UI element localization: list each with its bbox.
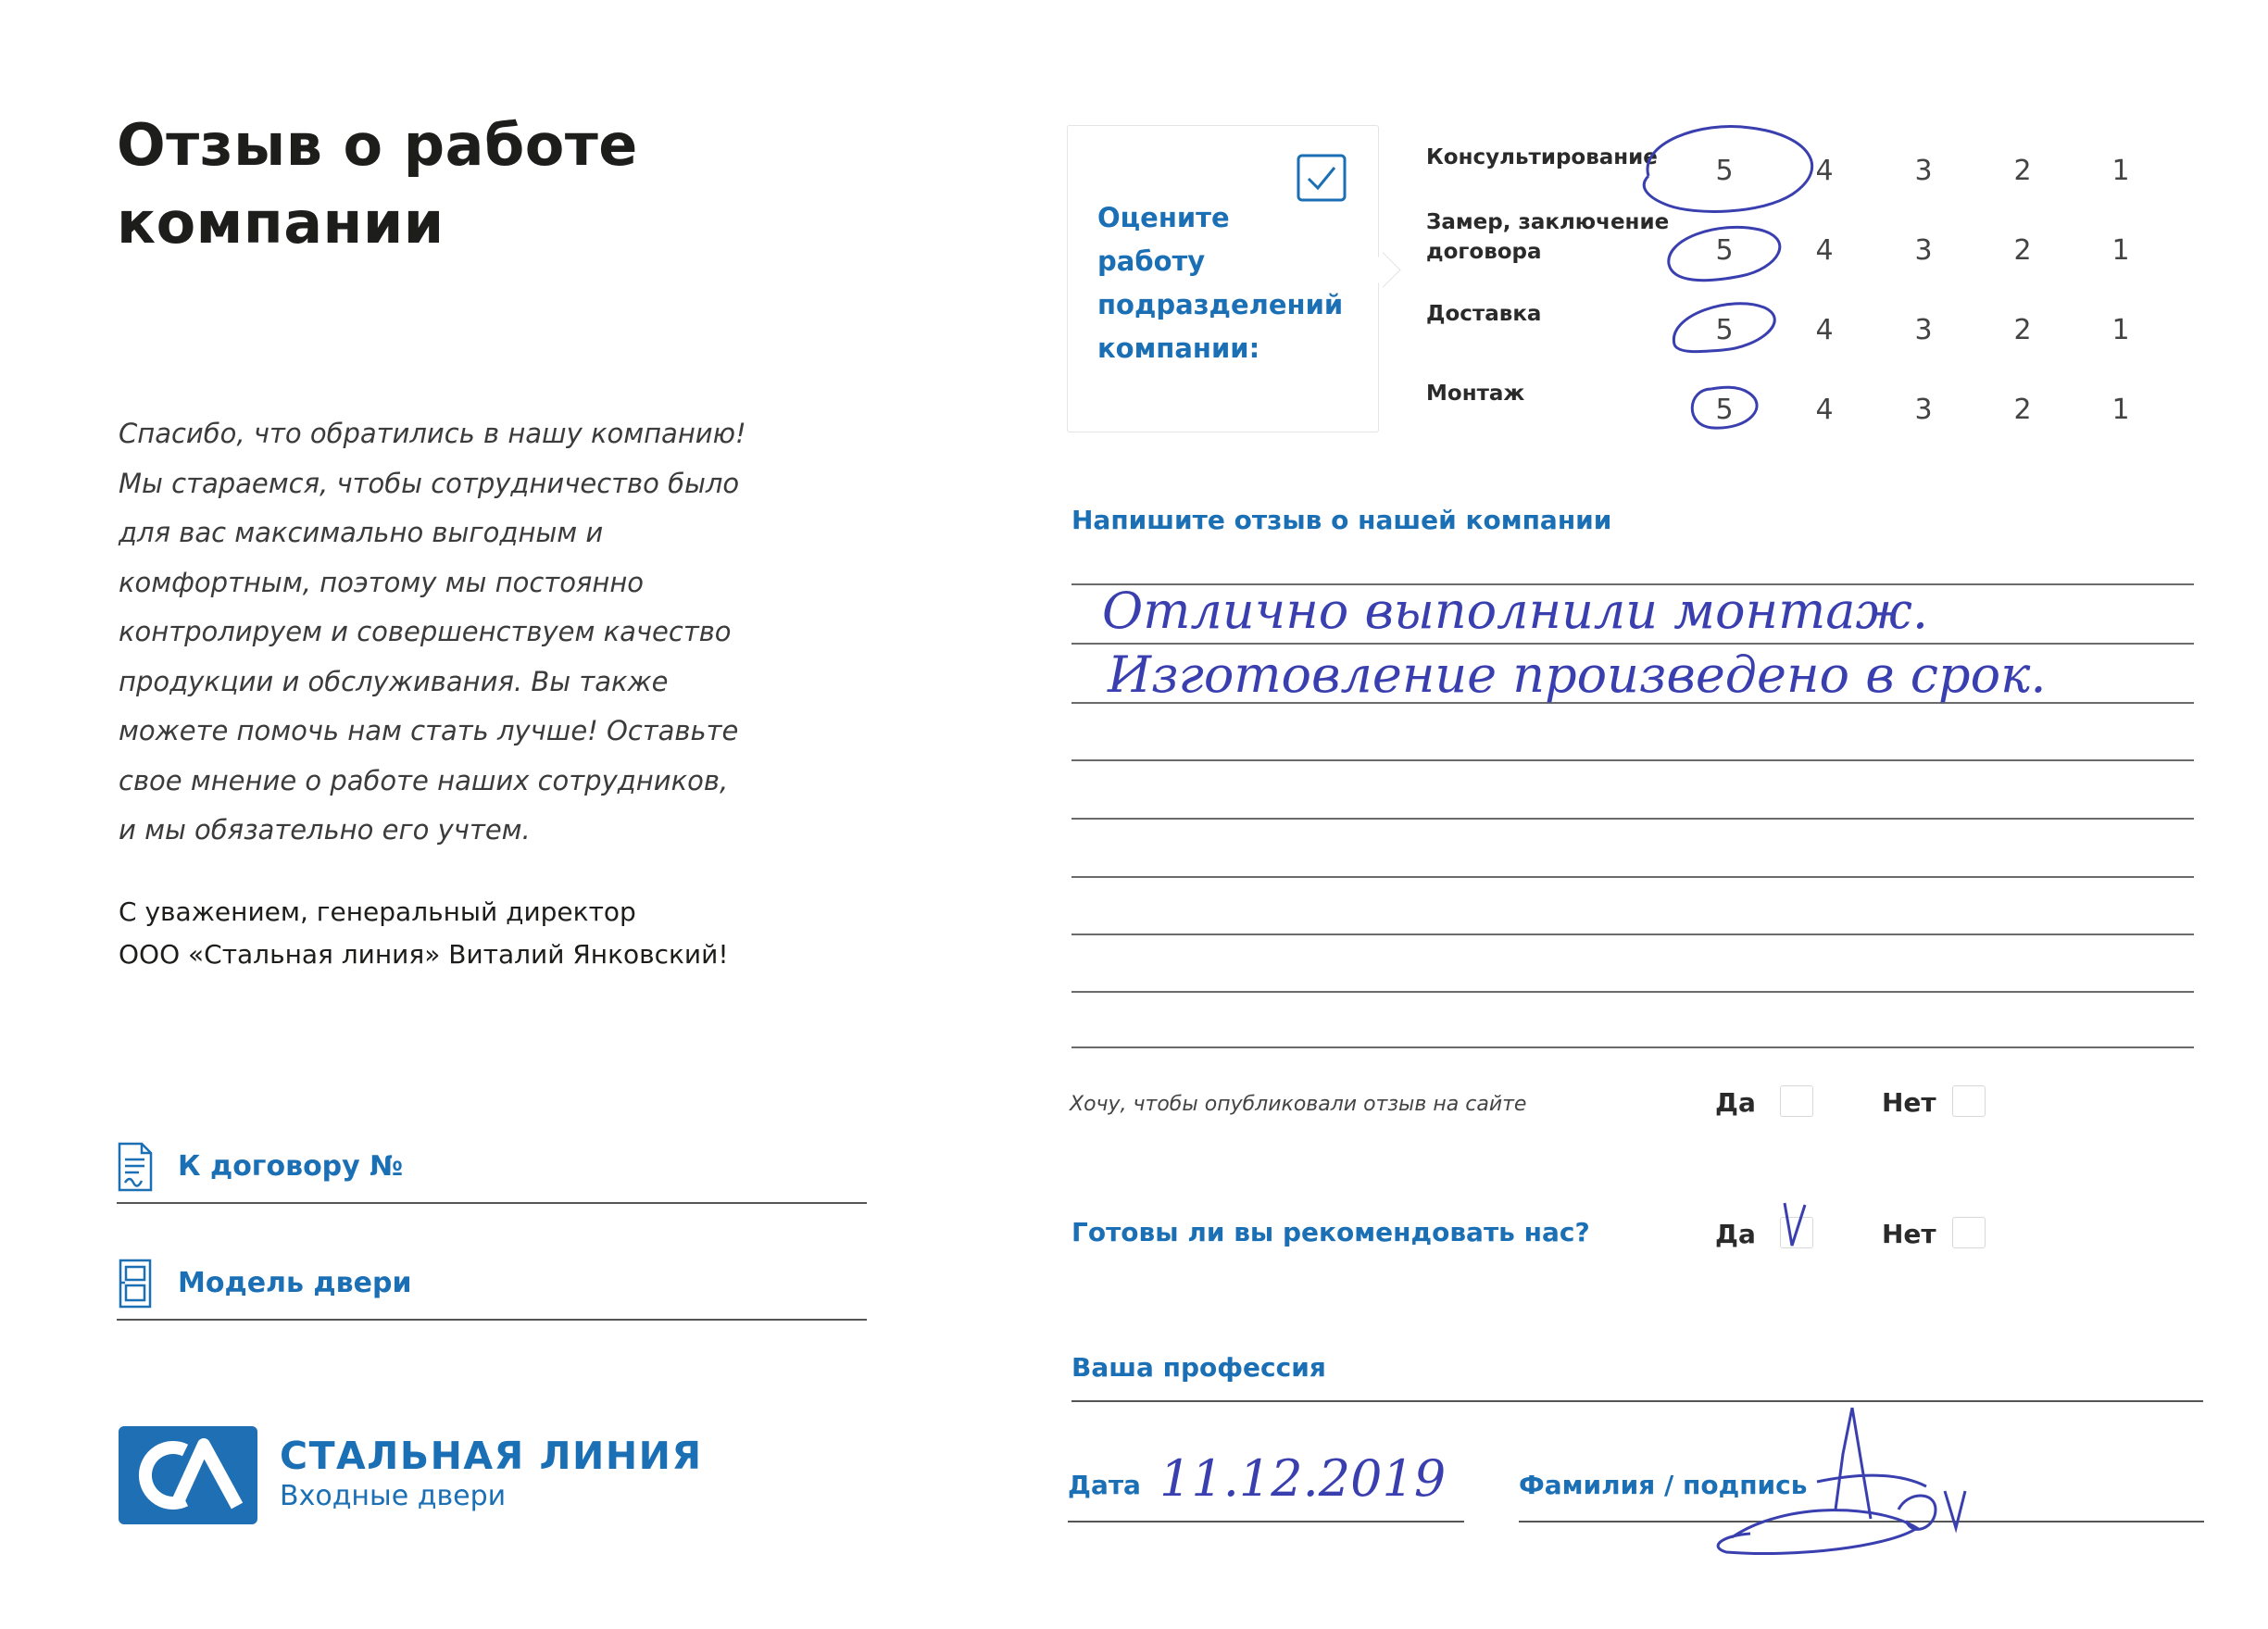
checkbox-checked-icon [1297, 154, 1347, 202]
score-option-5[interactable]: 5 [1715, 314, 1734, 346]
handwritten-score-marks [1611, 111, 1852, 445]
score-option-5[interactable]: 5 [1715, 394, 1734, 426]
intro-line: можете помочь нам стать лучше! Оставьте [119, 715, 739, 746]
page-title [117, 107, 950, 262]
feedback-line [1071, 934, 2194, 935]
score-circle-mark [1669, 227, 1780, 280]
name-signature-label: Фамилия / подпись [1519, 1470, 1808, 1500]
date-label: Дата [1068, 1470, 1141, 1500]
rating-row-label-line: Доставка [1426, 302, 1542, 326]
score-option-4[interactable]: 4 [1815, 314, 1834, 346]
score-option-4[interactable]: 4 [1815, 394, 1834, 426]
door-model-label: Модель двери [178, 1267, 412, 1299]
feedback-heading: Напишите отзыв о нашей компании [1071, 505, 1612, 535]
score-option-2[interactable]: 2 [2013, 155, 2032, 187]
contract-number-underline [117, 1202, 867, 1204]
logo-ca-icon [119, 1426, 257, 1524]
signature-line: ООО «Стальная линия» Виталий Янковский! [119, 939, 729, 970]
feedback-line [1071, 643, 2194, 645]
feedback-line [1071, 759, 2194, 761]
score-option-5[interactable]: 5 [1715, 155, 1734, 187]
brand-logo-mark [119, 1426, 257, 1524]
score-option-5[interactable]: 5 [1715, 234, 1734, 267]
door-model-field[interactable] [117, 1258, 867, 1313]
score-option-2[interactable]: 2 [2013, 314, 2032, 346]
intro-line: и мы обязательно его учтем. [119, 814, 531, 846]
rating-heading-line: Оцените [1097, 202, 1230, 233]
door-icon [117, 1258, 154, 1309]
rating-heading-line: компании: [1097, 332, 1260, 364]
score-option-1[interactable]: 1 [2111, 314, 2130, 346]
profession-input-line[interactable] [1071, 1400, 2203, 1402]
publish-no-label: Нет [1882, 1087, 1936, 1118]
signature-line: С уважением, генеральный директор [119, 896, 636, 927]
intro-line: Спасибо, что обратились в нашу компанию! [119, 418, 746, 449]
score-option-1[interactable]: 1 [2111, 155, 2130, 187]
rating-heading [1097, 196, 1375, 370]
rating-row-label-delivery [1426, 299, 1541, 329]
score-option-3[interactable]: 3 [1914, 234, 1933, 267]
recommend-no-label: Нет [1882, 1219, 1936, 1249]
publish-yes-checkbox[interactable] [1780, 1085, 1813, 1117]
intro-text [119, 409, 822, 856]
score-circle-mark [1692, 387, 1757, 428]
title-line: компании [117, 189, 445, 257]
score-option-4[interactable]: 4 [1815, 234, 1834, 267]
intro-line: продукции и обслуживания. Вы также [119, 665, 669, 697]
score-circle-mark [1644, 127, 1811, 212]
title-line: Отзыв о работе [117, 111, 638, 179]
feedback-line [1071, 818, 2194, 820]
brand-subtitle: Входные двери [280, 1480, 507, 1512]
publish-yes-label: Да [1715, 1087, 1756, 1118]
score-option-2[interactable]: 2 [2013, 394, 2032, 426]
handwritten-signature [1713, 1398, 1982, 1565]
rating-row-label-installation [1426, 379, 1524, 408]
brand-name: СТАЛЬНАЯ ЛИНИЯ [280, 1434, 703, 1478]
publish-no-checkbox[interactable] [1952, 1085, 1986, 1117]
recommend-no-checkbox[interactable] [1952, 1217, 1986, 1248]
score-option-1[interactable]: 1 [2111, 394, 2130, 426]
rating-row-label-line: Замер, заключение [1426, 210, 1670, 234]
profession-label: Ваша профессия [1071, 1352, 1326, 1383]
intro-line: Мы стараемся, чтобы сотрудничество было [119, 467, 740, 499]
recommend-yes-label: Да [1715, 1219, 1756, 1249]
handwritten-checkmark-icon [1779, 1197, 1811, 1253]
rating-row-label-line: договора [1426, 240, 1542, 264]
document-icon [117, 1141, 154, 1193]
rating-row-label-line: Консультирование [1426, 145, 1658, 169]
intro-line: свое мнение о работе наших сотрудников, [119, 764, 729, 796]
contract-number-label: К договору № [178, 1150, 404, 1183]
score-option-1[interactable]: 1 [2111, 234, 2130, 267]
date-input-line[interactable] [1068, 1521, 1464, 1522]
feedback-line [1071, 991, 2194, 993]
publish-question: Хочу, чтобы опубликовали отзыв на сайте [1070, 1093, 1527, 1116]
date-handwritten-value[interactable]: 11.12.2019 [1159, 1449, 1447, 1508]
door-model-underline [117, 1319, 867, 1321]
score-circle-mark [1673, 304, 1774, 352]
score-option-3[interactable]: 3 [1914, 155, 1933, 187]
intro-line: комфортным, поэтому мы постоянно [119, 566, 645, 598]
score-option-4[interactable]: 4 [1815, 155, 1834, 187]
rating-row-label-line: Монтаж [1426, 382, 1525, 406]
intro-line: для вас максимально выгодным и [119, 517, 604, 548]
recommend-question: Готовы ли вы рекомендовать нас? [1071, 1217, 1590, 1247]
rating-heading-line: подразделений [1097, 289, 1344, 320]
score-option-3[interactable]: 3 [1914, 394, 1933, 426]
intro-line: контролируем и совершенствуем качество [119, 616, 732, 647]
feedback-line [1071, 1046, 2194, 1048]
score-option-2[interactable]: 2 [2013, 234, 2032, 267]
contract-number-field[interactable] [117, 1141, 867, 1197]
feedback-handwritten-text[interactable]: Отлично выполнили монтаж. [1102, 582, 1929, 640]
rating-heading-line: работу [1097, 245, 1206, 277]
recommend-yes-checkbox[interactable] [1780, 1217, 1813, 1248]
feedback-handwritten-text[interactable]: Изготовление произведено в срок. [1108, 645, 2047, 704]
director-signature [119, 891, 859, 976]
feedback-line [1071, 876, 2194, 878]
score-option-3[interactable]: 3 [1914, 314, 1933, 346]
